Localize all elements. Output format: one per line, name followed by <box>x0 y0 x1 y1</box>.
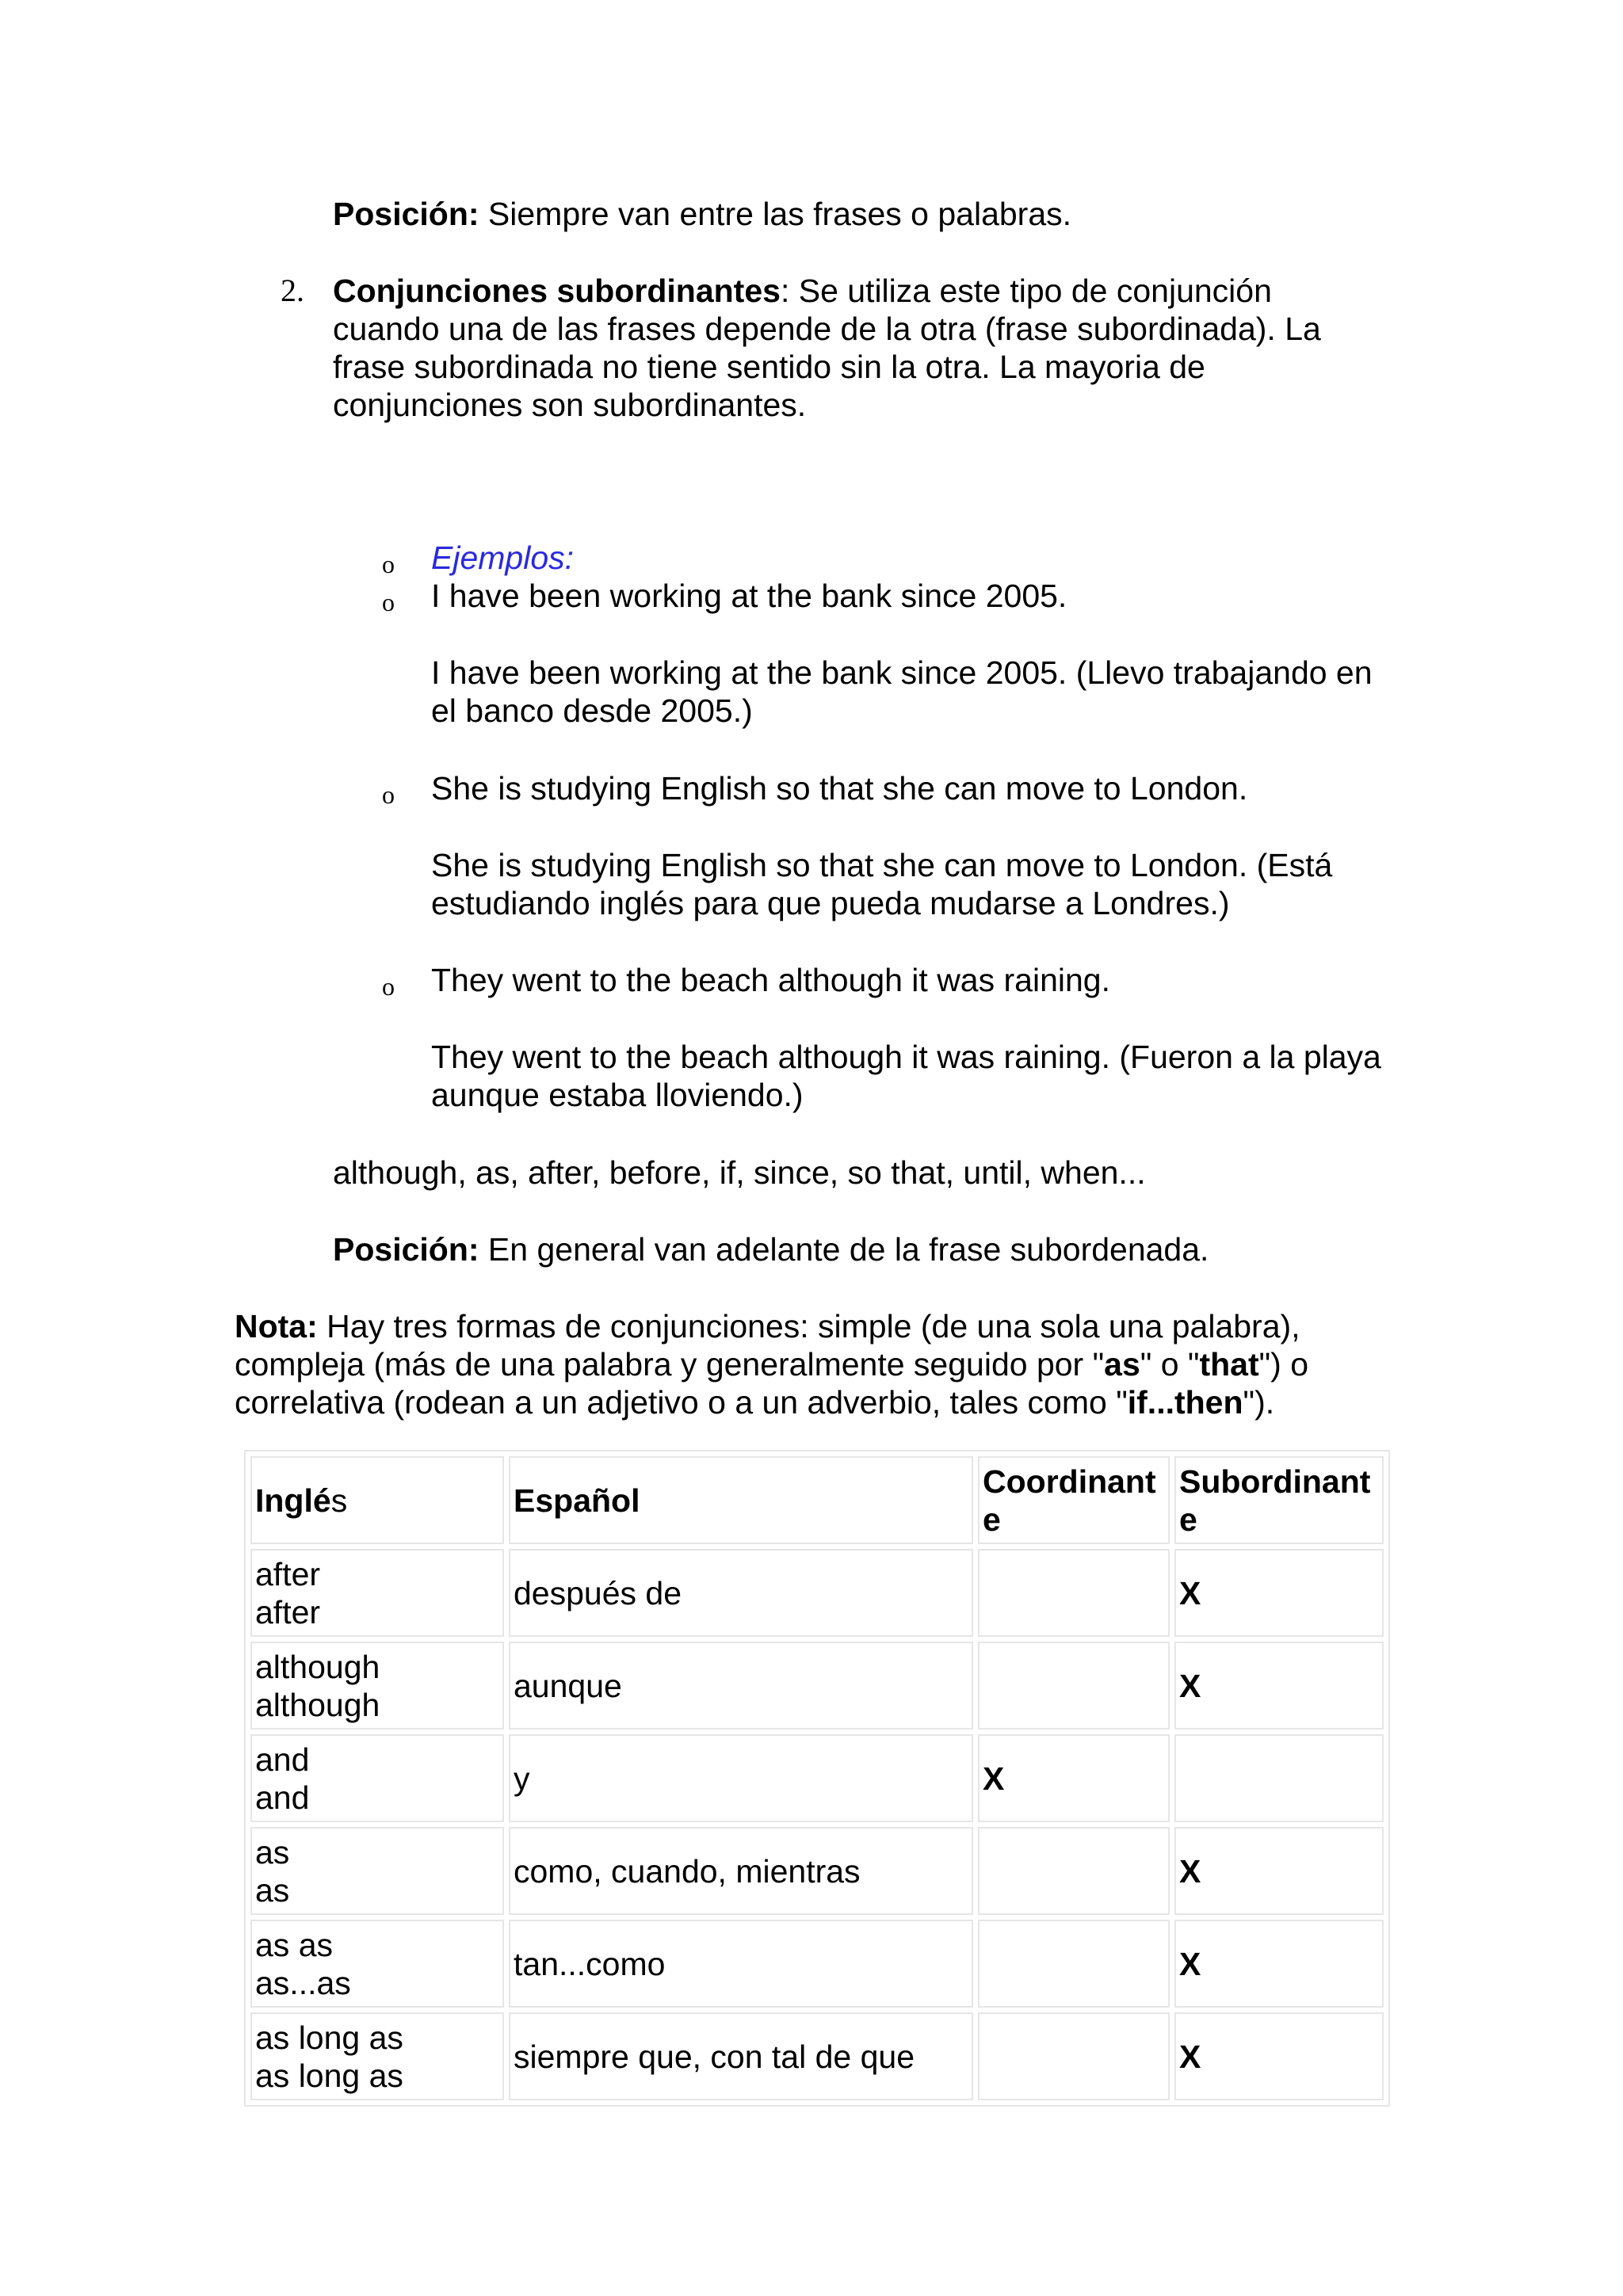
cell-subordinante: X <box>1174 1920 1384 2008</box>
table-row <box>250 2012 1384 2100</box>
translation-line: They went to the beach although it was raining. (Fueron a la playa <box>431 1039 1381 1075</box>
cell-coordinante <box>978 1827 1170 1915</box>
cell-coordinante <box>978 1642 1170 1730</box>
english-word: and <box>255 1779 310 1816</box>
position-label: Posición: <box>333 1231 479 1268</box>
cell-subordinante: X <box>1174 1549 1384 1637</box>
note-text: " o " <box>1140 1346 1200 1383</box>
note-text: Hay tres formas de conjunciones: simple (de una sola una palabra), <box>317 1308 1300 1344</box>
english-word: as <box>255 1871 290 1909</box>
header-text: s <box>330 1482 348 1519</box>
note-text: correlativa (rodean a un adjetivo o a un adverbio, tales como " <box>235 1384 1128 1421</box>
note-text: "). <box>1243 1384 1275 1421</box>
cell-coordinante: X <box>978 1734 1170 1822</box>
note-text: ") o <box>1258 1346 1309 1383</box>
note-keyword: as <box>1104 1346 1140 1383</box>
header-coordinante <box>978 1456 1170 1544</box>
english-word: although <box>255 1648 380 1685</box>
coordinating-position <box>333 195 1411 233</box>
table-row <box>250 1642 1384 1730</box>
translation-line: estudiando inglés para que pueda mudarse a Londres.) <box>431 885 1230 921</box>
definition-line: conjunciones son subordinantes. <box>333 387 807 423</box>
cell-spanish: como, cuando, mientras <box>509 1827 973 1915</box>
example-translation <box>431 1038 1414 1114</box>
table-row <box>250 1734 1384 1822</box>
table-row <box>250 1920 1384 2008</box>
cell-subordinante: X <box>1174 1642 1384 1730</box>
examples-heading: Ejemplos: <box>431 540 575 576</box>
table-row <box>250 1549 1384 1637</box>
definition-line: cuando una de las frases depende de la otra (frase subordinada). La <box>333 311 1321 347</box>
header-espanol: Español <box>509 1456 973 1544</box>
table-row <box>250 1827 1384 1915</box>
definition-line: frase subordinada no tiene sentido sin la otra. La mayoria de <box>333 349 1205 385</box>
note-keyword: if...then <box>1127 1384 1243 1421</box>
english-word: after <box>255 1555 321 1592</box>
english-word: as...as <box>255 1964 351 2001</box>
english-word: and <box>255 1741 310 1778</box>
cell-spanish: y <box>509 1734 973 1822</box>
example-english: She is studying English so that she can move to London. <box>431 770 1248 807</box>
header-text: e <box>983 1501 1001 1538</box>
example-english: They went to the beach although it was raining. <box>431 962 1110 998</box>
example-translation <box>431 654 1414 730</box>
cell-coordinante <box>978 1549 1170 1637</box>
bullet: o <box>382 588 395 616</box>
english-word: as long as <box>255 2019 403 2056</box>
english-word: as long as <box>255 2057 403 2094</box>
example-translation <box>431 846 1414 922</box>
translation-line: el banco desde 2005.) <box>431 692 753 729</box>
english-word: after <box>255 1593 321 1630</box>
translation-line: aunque estaba lloviendo.) <box>431 1077 804 1113</box>
cell-english <box>250 1920 504 2008</box>
english-word: as <box>255 1833 290 1871</box>
cell-subordinante <box>1174 1734 1384 1822</box>
note <box>235 1307 1423 1421</box>
cell-spanish: tan...como <box>509 1920 973 2008</box>
translation-line: I have been working at the bank since 2005. (Llevo trabajando en <box>431 654 1373 691</box>
cell-english <box>250 1734 504 1822</box>
cell-spanish: aunque <box>509 1642 973 1730</box>
translation-line: She is studying English so that she can move to London. (Está <box>431 847 1333 883</box>
english-word: although <box>255 1686 380 1723</box>
header-subordinante <box>1174 1456 1384 1544</box>
bullet: o <box>382 780 395 809</box>
definition-line: : Se utiliza este tipo de conjunción <box>780 273 1272 309</box>
cell-english <box>250 1642 504 1730</box>
conjunctions-table <box>244 1450 1390 2107</box>
english-word: as as <box>255 1926 333 1963</box>
note-text: compleja (más de una palabra y generalmente seguido por " <box>235 1346 1105 1383</box>
note-label: Nota: <box>235 1308 318 1344</box>
cell-spanish: después de <box>509 1549 973 1637</box>
note-keyword: that <box>1199 1346 1259 1383</box>
header-text: e <box>1179 1501 1197 1538</box>
bullet: o <box>382 550 395 578</box>
cell-subordinante: X <box>1174 2012 1384 2100</box>
cell-english <box>250 1827 504 1915</box>
position-label: Posición: <box>333 196 479 232</box>
cell-english <box>250 1549 504 1637</box>
subordinating-term: Conjunciones subordinantes <box>333 273 781 309</box>
subordinating-list: although, as, after, before, if, since, so that, until, when... <box>333 1154 1146 1191</box>
cell-coordinante <box>978 2012 1170 2100</box>
list-number: 2. <box>281 273 304 308</box>
header-text: Inglé <box>255 1482 331 1519</box>
example-english: I have been working at the bank since 2005. <box>431 578 1067 614</box>
table-header-row <box>250 1456 1384 1544</box>
position-text: En general van adelante de la frase subordenada. <box>479 1231 1209 1268</box>
subordinating-definition <box>333 272 1411 424</box>
header-text: Subordinant <box>1179 1463 1371 1500</box>
subordinating-position <box>333 1230 1411 1268</box>
header-text: Coordinant <box>983 1463 1156 1500</box>
cell-english <box>250 2012 504 2100</box>
bullet: o <box>382 972 395 1001</box>
cell-spanish: siempre que, con tal de que <box>509 2012 973 2100</box>
cell-subordinante: X <box>1174 1827 1384 1915</box>
position-text: Siempre van entre las frases o palabras. <box>479 196 1072 232</box>
header-ingles <box>250 1456 504 1544</box>
cell-coordinante <box>978 1920 1170 2008</box>
